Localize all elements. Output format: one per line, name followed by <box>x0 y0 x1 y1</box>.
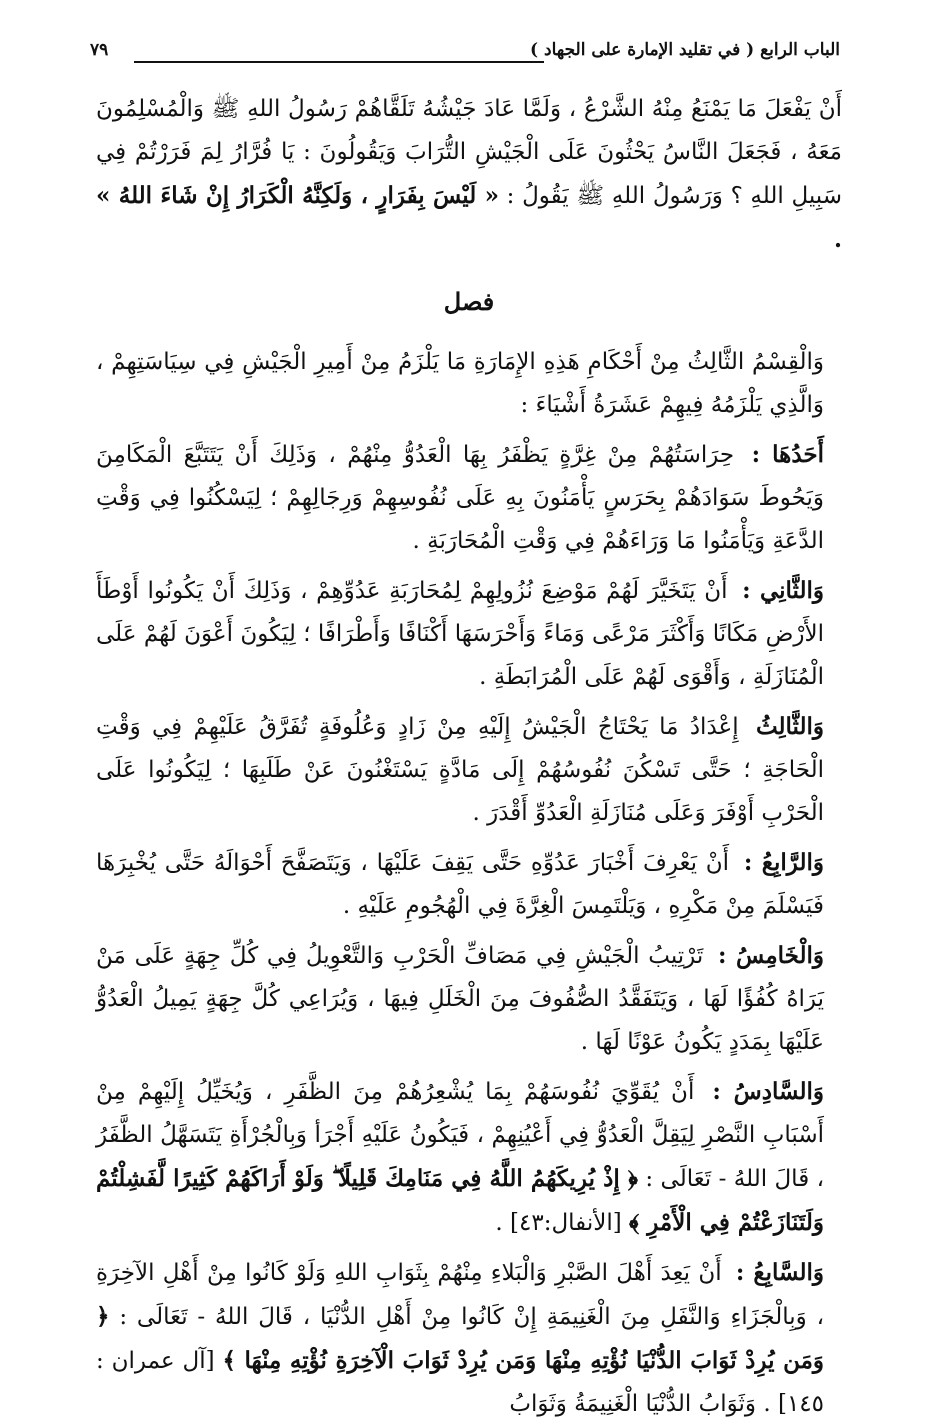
item-paragraph-6 <box>96 1070 842 1245</box>
item-lead: وَالسَّادِسُ : <box>712 1078 824 1105</box>
opening-paragraph: وَالْقِسْمُ الثَّالِثُ مِنْ أَحْكَامِ هَذِهِ الإِمَارَةِ مَا يَلْزَمُ مِنْ أَمِيرِ الْجَيْشِ فِي سِيَاسَتِهِمْ ، وَالَّذِي يَلْزَمُهُ فِيهِمْ عَشَرَةُ أَشْيَاءَ : <box>96 349 824 418</box>
running-title: الباب الرابع ( في تقليد الإمارة على الجهاد ) <box>530 40 840 60</box>
item-text: إِعْدَادُ مَا يَحْتَاجُ الْجَيْشُ إِلَيْهِ مِنْ زَادٍ وَعُلُوفَةٍ تُفَرَّقُ عَلَيْهِمْ فِي وَقْتِ الْحَاجَةِ ؛ حَتَّى تَسْكُنَ نُفُوسُهُمْ إِلَى مَادَّةٍ يَسْتَغْنُونَ عَنْ طَلَبِهَا ؛ لِيَكُونُوا عَلَى الْحَرْبِ أَوْفَرَ وَعَلَى مُنَازَلَةِ الْعَدُوِّ أَقْدَرَ . <box>96 714 824 826</box>
item-paragraph-4 <box>96 841 842 928</box>
item-paragraph-2 <box>96 569 842 699</box>
item-lead: وَالسَّابِعُ : <box>735 1259 825 1286</box>
intro-text: أَنْ يَفْعَلَ مَا يَمْنَعُ مِنْهُ الشَّرْعُ ، وَلَمَّا عَادَ جَيْشُهُ تَلَقَّاهُمْ رَسُولُ اللهِ ﷺ وَالْمُسْلِمُونَ مَعَهُ ، فَجَعَلَ النَّاسُ يَحْثُونَ عَلَى الْجَيْشِ التُّرَابَ وَيَقُولُونَ : يَا فُرَّارُ لِمَ فَرَرْتُمْ فِي سَبِيلِ اللهِ ؟ وَرَسُولُ اللهِ ﷺ يَقُولُ : <box>96 96 843 209</box>
item-text: أَنْ يُقَوِّيَ نُفُوسَهُمْ بِمَا يُشْعِرُهُمْ مِنَ الظَّفَرِ ، وَيُخَيِّلُ إِلَيْهِمْ مِنْ أَسْبَابِ النَّصْرِ لِيَقِلَّ الْعَدُوُّ فِي أَعْيُنِهِمْ ، فَيَكُونُ عَلَيْهِ أَجْرَأ وَبِالْجُرْأَةِ يَتَسَهَّلُ الظَّفَرُ ، قَالَ اللهُ - تَعَالَى : <box>96 1079 824 1192</box>
header-rule <box>134 61 544 63</box>
section-heading: فصل <box>443 287 495 316</box>
verse-reference: [آل عمران : ١٤٥] . <box>96 1348 824 1417</box>
page-header <box>90 40 840 72</box>
item-paragraph-1 <box>96 433 842 563</box>
hadith-quote: « لَيْسَ بِفَرَارٍ ، وَلَكِنَّهُ الْكَرَارُ إِنْ شَاءَ اللهُ » . <box>96 182 842 253</box>
item-text: أَنْ يَعْرِفَ أَخْبَارَ عَدُوِّهِ حَتَّى يَقِفَ عَلَيْهَا ، وَيَتَصَفَّحَ أَحْوَالَهُ حَتَّى يُخْبِرَهَا فَيَسْلَمَ مِنْ مَكْرِهِ ، وَيَلْتَمِسَ الْغِرَّةَ فِي الْهُجُومِ عَلَيْهِ . <box>96 850 824 919</box>
quran-verse: ﴿ وَمَن يُرِدْ ثَوَابَ الدُّنْيَا نُؤْتِهِ مِنْهَا وَمَن يُرِدْ ثَوَابَ الْآخِرَةِ نُؤْتِهِ مِنْهَا ﴾ <box>96 1303 824 1374</box>
item-lead: وَالرَّابِعُ : <box>743 849 824 876</box>
quran-verse: ﴿ إِذْ يُرِيكَهُمُ اللَّهُ فِي مَنَامِكَ قَلِيلًا ۖ وَلَوْ أَرَاكَهُمْ كَثِيرًا لَّفَشِلْتُمْ وَلَتَنَازَعْتُمْ فِي الْأَمْرِ ﴾ <box>96 1165 824 1236</box>
item-paragraph-3 <box>96 705 842 835</box>
page-body <box>96 88 842 1426</box>
item-paragraph-7 <box>96 1251 842 1426</box>
item-lead: وَالثَّالِثُ <box>755 713 824 740</box>
item-lead: وَالْخَامِسُ : <box>718 942 824 969</box>
verse-reference: [الأنفال:٤٣] . <box>495 1210 622 1236</box>
intro-paragraph <box>96 88 842 262</box>
page-number: ٧٩ <box>90 40 109 60</box>
item-lead: وَالثَّانِي : <box>742 577 824 604</box>
item-text: أَنْ يَتَخَيَّرَ لَهُمْ مَوْضِعَ نُزُولِهِمْ لِمُحَارَبَةِ عَدُوِّهِمْ ، وَذَلِكَ أَنْ يَكُونُوا أَوْطَأَ الأَرْضِ مَكَانًا وَأَكْثَرَ مَرْعًى وَمَاءً وَأَحْرَسَهَا أَكْنَافًا وَأَطْرَافًا ؛ لِيَكُونَ أَعْوَنَ لَهُمْ عَلَى الْمُنَازَلَةِ ، وَأَقْوَى لَهُمْ عَلَى الْمُرَابَطَةِ . <box>96 578 824 690</box>
item-text: تَرْتِيبُ الْجَيْشِ فِي مَصَافِّ الْحَرْبِ وَالتَّعْوِيلُ فِي كُلِّ جِهَةٍ عَلَى مَنْ يَرَاهُ كُفُؤًا لَهَا ، وَيَتَفَقَّدُ الصُّفُوفَ مِنَ الْخَلَلِ فِيهَا ، وَيُرَاعِي كُلَّ جِهَةٍ يَمِيلُ الْعَدُوُّ عَلَيْهَا بِمَدَدٍ يَكُونُ عَوْنًا لَهَا . <box>96 943 824 1055</box>
item-text: حِرَاسَتُهُمْ مِنْ غِرَّةٍ يَظْفَرُ بِهَا الْعَدُوُّ مِنْهُمْ ، وَذَلِكَ أَنْ يَتَتَبَّعَ الْمَكَامِنَ وَيَحُوطَ سَوَادَهُمْ بِحَرَسٍ يَأْمَنُونَ بِهِ عَلَى نُفُوسِهِمْ وَرِجَالِهِمْ ؛ لِيَسْكُنُوا فِي وَقْتِ الدَّعَةِ وَيَأْمَنُوا مَا وَرَاءَهُمْ فِي وَقْتِ الْمُحَارَبَةِ . <box>96 442 824 554</box>
item-lead: أَحَدُهَا : <box>751 441 824 468</box>
continuation-text: وَثَوَابُ الدُّنْيَا الْغَنِيمَةُ وَثَوَابُ <box>509 1391 757 1417</box>
item-text: أَنْ يَعِدَ أَهْلَ الصَّبْرِ وَالْبَلاءِ مِنْهُمْ بِثَوَابِ اللهِ وَلَوْ كَانُوا مِنْ أَهْلِ الآخِرَةِ ، وَبِالْجَزَاءِ وَالنَّفَلِ مِنَ الْغَنِيمَةِ إِنْ كَانُوا مِنْ أَهْلِ الدُّنْيَا ، قَالَ اللهُ - تَعَالَى : <box>96 1260 825 1330</box>
item-paragraph-5 <box>96 934 842 1064</box>
